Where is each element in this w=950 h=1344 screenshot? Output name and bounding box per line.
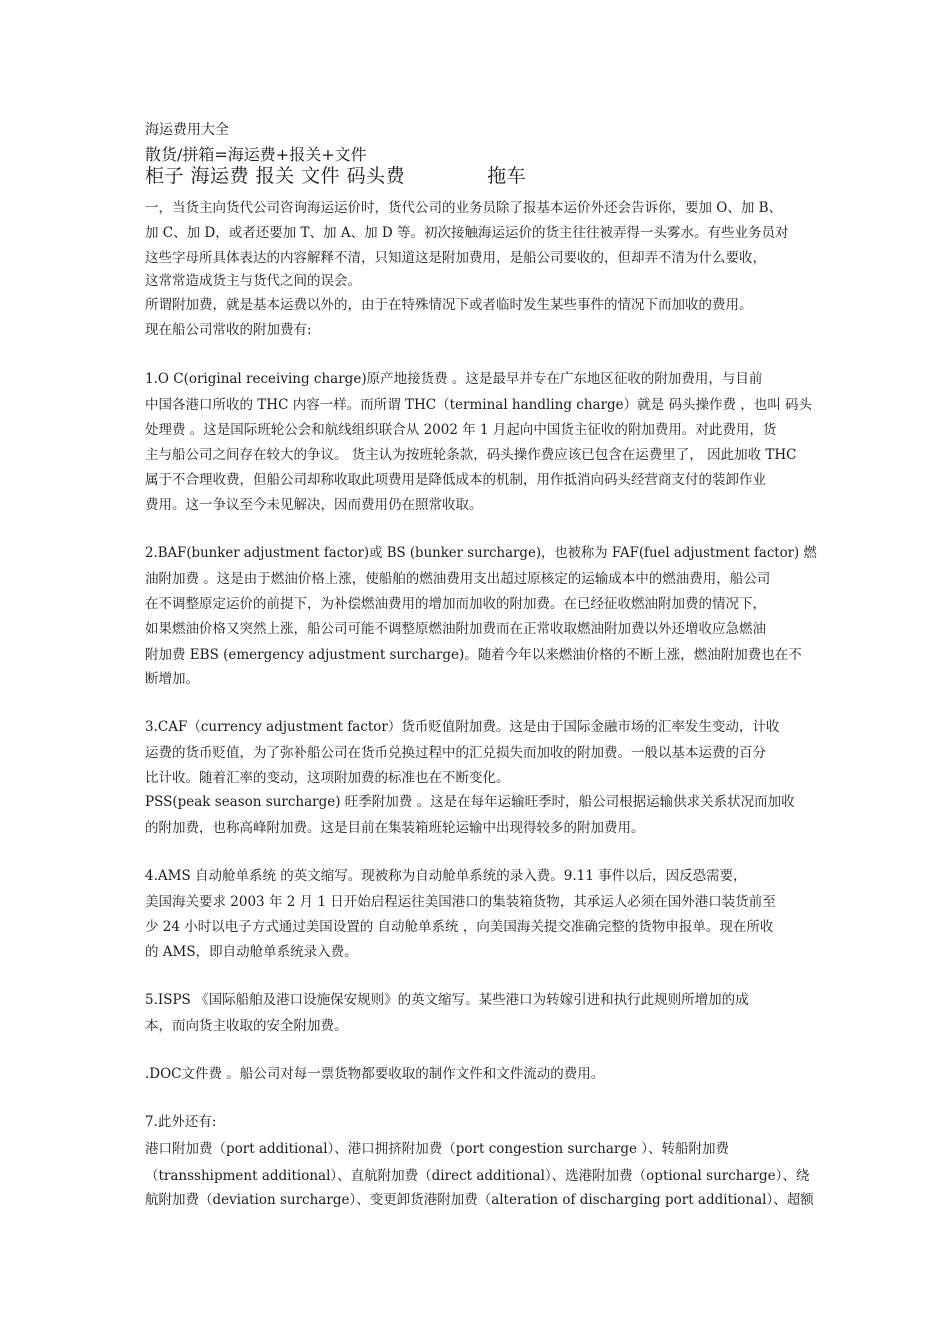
- text-line: 航附加费（deviation surcharge）、变更卸货港附加费（alteration of discharging port additional）、超额: [145, 1192, 814, 1208]
- text-line: 现在船公司常收的附加费有:: [145, 322, 312, 338]
- text-line: （transshipment additional）、直航附加费（direct additional）、选港附加费（optional surcharge）、绕: [145, 1168, 810, 1184]
- text-line: 3.CAF（currency adjustment factor）货币贬值附加费。这是由于国际金融市场的汇率发生变动，计收: [145, 719, 780, 735]
- text-line: 如果燃油价格又突然上涨，船公司可能不调整原燃油附加费而在正常收取燃油附加费以外还增收应急燃油: [145, 621, 766, 637]
- doc-title: 海运费用大全: [145, 122, 229, 138]
- text-line: 少 24 小时以电子方式通过美国设置的 自动舱单系统 ，向美国海关提交准确完整的货物申报单。现在所收: [145, 919, 774, 935]
- text-line: 本，而向货主收取的安全附加费。: [145, 1018, 348, 1034]
- text-line: 美国海关要求 2003 年 2 月 1 日开始启程运往美国港口的集装箱货物，其承运人必须在国外港口装货前至: [145, 894, 776, 910]
- text-line: 2.BAF(bunker adjustment factor)或 BS (bunker surcharge)，也被称为 FAF(fuel adjustment factor) 燃: [145, 545, 817, 561]
- text-line: 所谓附加费，就是基本运费以外的，由于在特殊情况下或者临时发生某些事件的情况下而加收的费用。: [145, 297, 753, 313]
- text-line: 1.O C(original receiving charge)原产地接货费 。这是最早并专在广东地区征收的附加费用，与目前: [145, 371, 763, 387]
- text-line: 一，当货主向货代公司咨询海运运价时，货代公司的业务员除了报基本运价外还会告诉你，要加 O、加 B、: [145, 200, 783, 216]
- text-line: 港口附加费（port additional）、港口拥挤附加费（port congestion surcharge ）、转船附加费: [145, 1141, 730, 1157]
- text-line: 附加费 EBS (emergency adjustment surcharge)。随着今年以来燃油价格的不断上涨，燃油附加费也在不: [145, 647, 802, 663]
- text-line: 断增加。: [145, 671, 199, 687]
- text-line: .DOC文件费 。船公司对每一票货物都要收取的制作文件和文件流动的费用。: [145, 1066, 605, 1082]
- text-line: 油附加费 。这是由于燃油价格上涨，使船舶的燃油费用支出超过原核定的运输成本中的燃油费用，船公司: [145, 571, 771, 587]
- text-line: 在不调整原定运价的前提下，为补偿燃油费用的增加而加收的附加费。在已经征收燃油附加费的情况下，: [145, 596, 766, 612]
- text-line: 加 C、加 D，或者还要加 T、加 A、加 D 等。初次接触海运运价的货主往往被弄得一头雾水。有些业务员对: [145, 225, 789, 241]
- text-line: 中国各港口所收的 THC 内容一样。而所谓 THC（terminal handling charge）就是 码头操作费 ，也叫 码头: [145, 397, 813, 413]
- text-line: 的 AMS，即自动舱单系统录入费。: [145, 944, 358, 960]
- text-line: 费用。这一争议至今未见解决，因而费用仍在照常收取。: [145, 497, 483, 513]
- text-line: 主与船公司之间存在较大的争议。 货主认为按班轮条款，码头操作费应该已包含在运费里了， 因此加收 THC: [145, 447, 797, 463]
- text-line: 4.AMS 自动舱单系统 的英文缩写。现被称为自动舱单系统的录入费。9.11 事件以后，因反恐需要，: [145, 868, 747, 884]
- text-line: PSS(peak season surcharge) 旺季附加费 。这是在每年运输旺季时，船公司根据运输供求关系状况而加收: [145, 794, 795, 810]
- text-line: 5.ISPS 《国际船舶及港口设施保安规则》的英文缩写。某些港口为转嫁引进和执行此规则所增加的成: [145, 992, 749, 1008]
- text-line: 7.此外还有:: [145, 1114, 217, 1130]
- container-fee-items-b: 拖车: [487, 165, 527, 187]
- text-line: 比计收。随着汇率的变动，这项附加费的标准也在不断变化。: [145, 770, 510, 786]
- fee-formula: 散货/拼箱=海运费+报关+文件: [145, 145, 367, 164]
- container-fee-items-a: 柜子 海运费 报关 文件 码头费: [145, 165, 406, 187]
- text-line: 属于不合理收费，但船公司却称收取此项费用是降低成本的机制，用作抵消向码头经营商支付的装卸作业: [145, 472, 766, 488]
- text-line: 处理费 。这是国际班轮公会和航线组织联合从 2002 年 1 月起向中国货主征收的附加费用。对此费用，货: [145, 422, 777, 438]
- container-fee-items: [145, 166, 526, 186]
- text-line: 这些字母所具体表达的内容解释不清，只知道这是附加费用，是船公司要收的，但却弄不清为什么要收，: [145, 250, 766, 266]
- text-line: 这常常造成货主与货代之间的误会。: [145, 273, 361, 289]
- text-line: 的附加费，也称高峰附加费。这是目前在集装箱班轮运输中出现得较多的附加费用。: [145, 820, 645, 836]
- text-line: 运费的货币贬值，为了弥补船公司在货币兑换过程中的汇兑损失而加收的附加费。一般以基本运费的百分: [145, 745, 766, 761]
